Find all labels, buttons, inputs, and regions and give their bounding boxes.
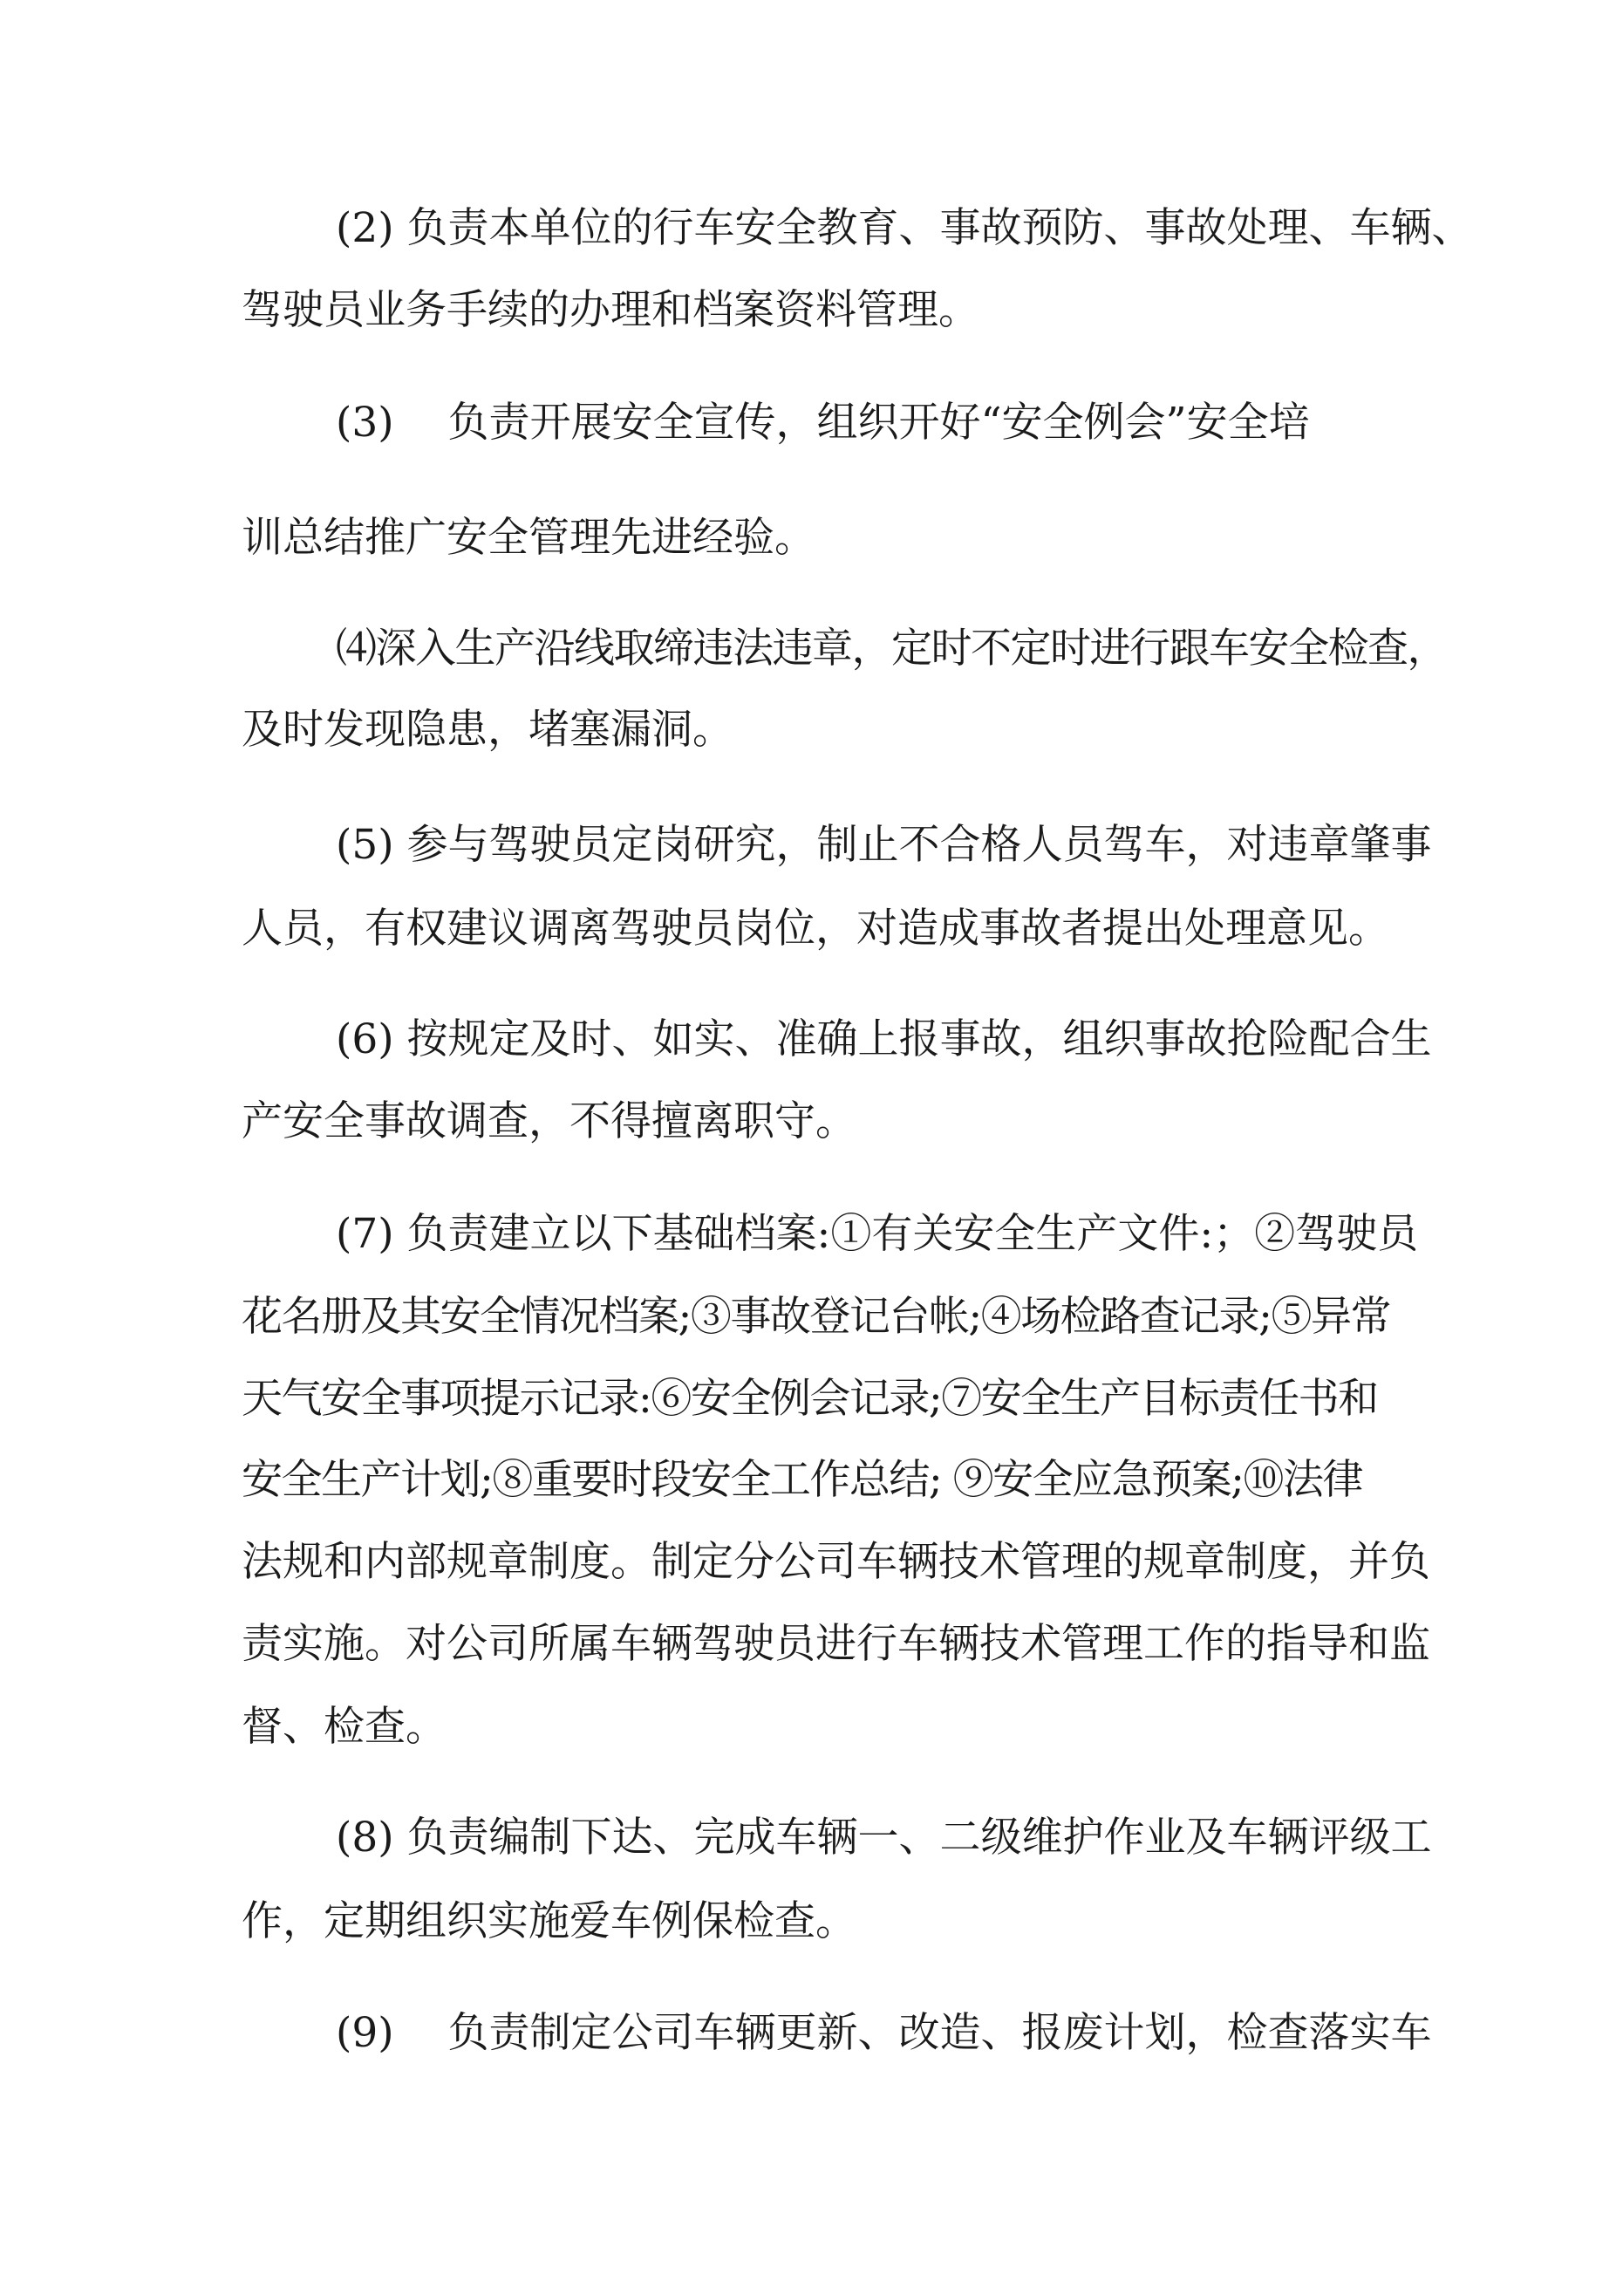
paragraph-7-line-4: 安全生产计划;⑧重要时段安全工作总结; ⑨安全应急预案;⑩法律	[242, 1456, 1362, 1504]
paragraph-7-line-1: (7) 负责建立以下基础档案:①有关安全生产文件:；②驾驶员	[336, 1210, 1419, 1258]
paragraph-4-line-2: 及时发现隐患，堵塞漏洞。	[242, 706, 733, 754]
paragraph-4-line-1: ⑷深入生产沿线取缔违法违章，定时不定时进行跟车安全检查，	[336, 625, 1447, 673]
paragraph-7-line-5: 法规和内部规章制度。制定分公司车辆技术管理的规章制度，并负	[242, 1538, 1430, 1586]
paragraph-2-line-1: (2) 负责本单位的行车安全教育、事故预防、事故处理、车辆、	[336, 204, 1473, 252]
paragraph-8-line-2: 作，定期组织实施爱车例保检查。	[242, 1897, 856, 1945]
paragraph-5-line-2: 人员，有权建议调离驾驶员岗位，对造成事故者提出处理意见。	[242, 905, 1389, 953]
paragraph-5-line-1: (5) 参与驾驶员定岗研究，制止不合格人员驾车，对违章肇事	[336, 821, 1432, 869]
paragraph-2-line-2: 驾驶员业务手续的办理和档案资料管理。	[242, 286, 979, 334]
paragraph-7-line-2: 花名册及其安全情况档案;③事故登记台帐;④场检路查记录;⑤异常	[242, 1293, 1391, 1341]
paragraph-7-line-7: 督、检查。	[242, 1703, 447, 1751]
paragraph-8-line-1: (8) 负责编制下达、完成车辆一、二级维护作业及车辆评级工	[336, 1814, 1432, 1862]
paragraph-9-line-1: (9) 负责制定公司车辆更新、改造、报废计划，检查落实车	[336, 2009, 1432, 2057]
paragraph-7-line-6: 责实施。对公司所属车辆驾驶员进行车辆技术管理工作的指导和监	[242, 1620, 1430, 1668]
paragraph-7-line-3: 天气安全事项提示记录:⑥安全例会记录;⑦安全生产目标责任书和	[242, 1375, 1378, 1423]
paragraph-3-line-1: (3) 负责开展安全宣传，组织开好“安全例会”安全培	[336, 399, 1310, 447]
paragraph-6-line-1: (6) 按规定及时、如实、准确上报事故，组织事故抢险配合生	[336, 1015, 1432, 1063]
paragraph-3-line-2: 训总结推广安全管理先进经验。	[242, 514, 815, 562]
paragraph-6-line-2: 产安全事故调查，不得擅离职守。	[242, 1097, 856, 1145]
